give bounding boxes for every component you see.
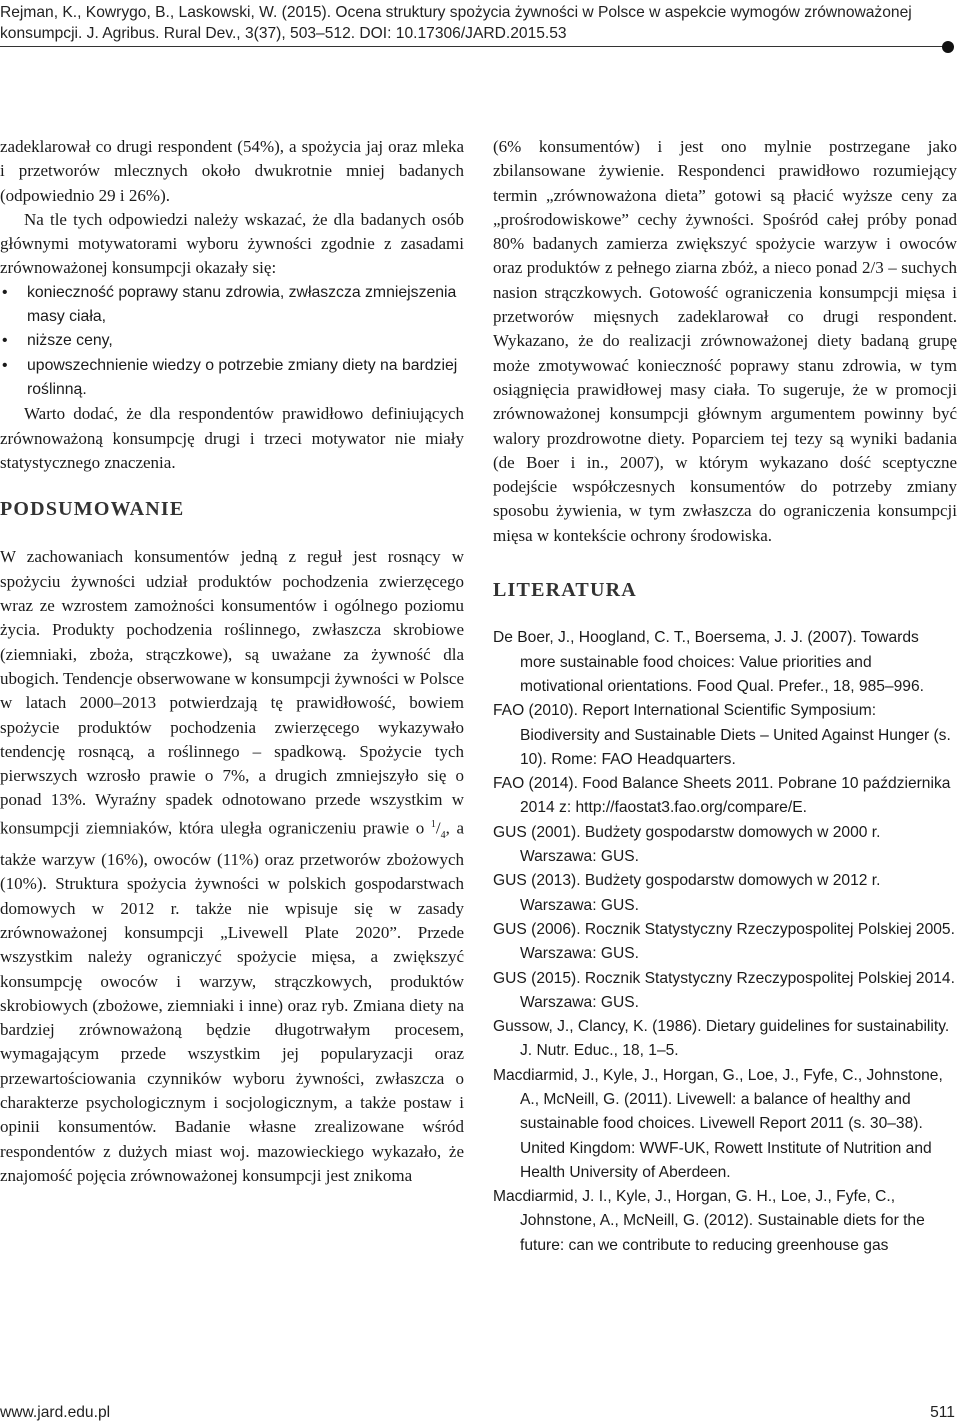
section-heading-summary: PODSUMOWANIE: [0, 498, 185, 521]
section-heading-literature: LITERATURA: [493, 579, 637, 602]
motivators-paragraph: Na tle tych odpowiedzi należy wskazać, że dla badanych osób głównymi motywatorami wyboru żywności zgodnie z zasadami zrównoważonej konsumpcji okazały się:: [0, 209, 464, 278]
reference-item: De Boer, J., Hoogland, C. T., Boersema, J. J. (2007). Towards more sustainable food choices: Value priorities and motivational orientations. Food Qual. Prefer., 18, 985–996.: [493, 629, 924, 695]
summary-paragraph: W zachowaniach konsumentów jedną z reguł jest rosnący w spożyciu żywności udział produktów pochodzenia zwierzęcego wraz ze wzrostem zamożności konsumentów i ogólnego poziomu życia. Produkty pochodzenia roślinnego, zwłaszcza skrobiowe (ziemniaki, zboża, strączkowe), są uważane za żywność dla ubogich. Tendencje obserwowane w konsumpcji żywności w Polsce w latach 2000–2013 potwierdzają tę prawidłowość, bowiem spożycie produktów pochodzenia zwierzęcego wykazywało tendencję rosnącą, a roślinnego – spadkową. Spożycie tych pierwszych wzrosło prawie o 7%, a drugich zmniejszyło się o ponad 13%. Wyraźny spadek odnotowano przede wszystkim w konsumpcji ziemniaków, która uległa ograniczeniu prawie o $^1/_4$, a także warzyw (16%), owoców (11%) oraz przetworów zbożowych (10%). Struktura spożycia żywności w polskich gospodarstwach domowych w 2012 r. także nie wpisuje się w zasady zrównoważonej konsumpcji „Livewell Plate 2020”. Przede wszystkim należy ograniczyć spożycie mięsa, a zwiększyć konsumpcję owoców i warzyw, strączkowych, produktów skrobiowych (zbożowe, ziemniaki i inne) oraz ryb. Zmiana diety na bardziej zrównoważoną będzie długotrwałym procesem, wymagającym przede wszystkim jej popularyzacji oraz przewartościowania czynników wyboru żywności, zwłaszcza o charakterze psychologicznym i socjologicznym, a także postaw i opinii konsumentów. Badanie własne zrealizowane wśród respondentów z dużych miast woj. mazowieckiego wykazało, że znajomość pojęcia zrównoważonej konsumpcji jest znikoma: [0, 547, 465, 1185]
note-paragraph: Warto dodać, że dla respondentów prawidłowo definiujących zrównoważoną konsumpcję drugi i trzeci motywator nie miały statystycznego znaczenia.: [0, 404, 464, 472]
motivators-list: [0, 281, 464, 402]
right-column: [493, 135, 957, 1258]
list-item: • upowszechnienie wiedzy o potrzebie zmiany diety na bardziej roślinną.: [0, 354, 464, 403]
continuation-paragraph: (6% konsumentów) i jest ono mylnie postrzegane jako zbilansowane żywienie. Respondenci prawidłowo rozumiejący termin „zrównoważona dieta” gotowi są płacić wyższe ceny za „prośrodowiskowe” cechy żywności. Spośród całej próby ponad 80% badanych zamierza zwiększyć spożycie warzyw i owoców oraz produktów z pełnego ziarna zbóż, a nieco ponad 2/3 – suchych nasion strączkowych. Gotowość ograniczenia konsumpcji mięsa i przetworów mięsnych zadeklarował co drugi respondent. Wykazano, że do realizacji zrównoważonej diety badaną grupę może zmotywować konieczność poprawy stanu zdrowia, w tym osiągnięcia prawidłowej masy ciała. To sugeruje, że w promocji zrównoważonej konsumpcji głównym argumentem powinny być walory prozdrowotne diety. Poparciem tej tezy są wyniki badania (de Boer i in., 2007), w którym wykazano dość sceptyczne podejście współczesnych konsumentów do potrzeby zmiany sposobu żywienia, w tym zwłaszcza do ograniczenia konsumpcji mięsa w kontekście ochrony środowiska.: [493, 137, 957, 545]
summary-text-part-1: W zachowaniach konsumentów jedną z reguł jest rosnący w spożyciu żywności udział produktów pochodzenia zwierzęcego wraz ze wzrostem zamożności konsumentów i ogólnego poziomu życia. Produkty pochodzenia roślinnego, zwłaszcza skrobiowe (ziemniaki, zboża, strączkowe), są uważane za żywność dla ubogich. Tendencje obserwowane w konsumpcji żywności w Polsce w latach 2000–2013 potwierdzają tę prawidłowość, bowiem spożycie produktów pochodzenia zwierzęcego wykazywało tendencję rosnącą, a roślinnego – spadkową. Spożycie tych pierwszych wzrosło prawie o 7%, a drugich zmniejszyło się o ponad 13%. Wyraźny spadek odnotowano przede wszystkim w konsumpcji ziemniaków, która uległa ograniczeniu prawie o: [0, 547, 465, 838]
reference-item: GUS (2013). Budżety gospodarstw domowych w 2012 r. Warszawa: GUS.: [493, 872, 881, 914]
list-item: • konieczność poprawy stanu zdrowia, zwłaszcza zmniejszenia masy ciała,: [0, 281, 464, 330]
reference-item: GUS (2001). Budżety gospodarstw domowych w 2000 r. Warszawa: GUS.: [493, 823, 881, 866]
references-list: [493, 626, 957, 1258]
list-item: • niższe ceny,: [0, 329, 464, 353]
reference-item: Macdiarmid, J., Kyle, J., Horgan, G., Loe, J., Fyfe, C., Johnstone, A., McNeill, G. (2011). Livewell: a balance of healthy and sustainable food choices. Livewell Report 2011 (s. 30–38). United Kingdom: WWF-UK, Rowett Institute of Nutrition and Health University of Aberdeen.: [493, 1066, 943, 1181]
journal-url-link[interactable]: www.jard.edu.pl: [0, 1404, 111, 1421]
reference-item: FAO (2014). Food Balance Sheets 2011. Pobrane 10 października 2014 z: http://faostat3.fao.org/compare/E.: [493, 775, 951, 817]
reference-item: GUS (2015). Rocznik Statystyczny Rzeczypospolitej Polskiej 2014. Warszawa: GUS.: [493, 969, 955, 1011]
header-rule-dot-icon: [942, 41, 954, 53]
header-rule: [0, 46, 952, 47]
header-citation-line-2: konsumpcji. J. Agribus. Rural Dev., 3(37), 503–512. DOI: 10.17306/JARD.2015.53: [0, 25, 567, 42]
reference-item: GUS (2006). Rocznik Statystyczny Rzeczypospolitej Polskiej 2005. Warszawa: GUS.: [493, 920, 955, 963]
page-number: 511: [930, 1404, 955, 1421]
intro-paragraph: zadeklarował co drugi respondent (54%), a spożycia jaj oraz mleka i przetworów mlecznych około dwukrotnie mniej badanych (odpowiednio 29 i 26%).: [0, 137, 464, 205]
reference-item: FAO (2010). Report International Scientific Symposium: Biodiversity and Sustainable Diets – United Against Hunger (s. 10). Rome: FAO Headquarters.: [493, 702, 951, 768]
left-column: [0, 135, 464, 1188]
reference-item: Macdiarmid, J. I., Kyle, J., Horgan, G. H., Loe, J., Fyfe, C., Johnstone, A., McNeill, G. (2012). Sustainable diets for the future: can we contribute to reducing greenhouse gas: [493, 1188, 925, 1254]
fraction-denominator: 4: [440, 829, 446, 841]
reference-item: Gussow, J., Clancy, K. (1986). Dietary guidelines for sustainability. J. Nutr. Educ., 18, 1–5.: [493, 1018, 950, 1060]
fraction-numerator: 1: [430, 818, 436, 830]
header-citation-line-1: Rejman, K., Kowrygo, B., Laskowski, W. (2015). Ocena struktury spożycia żywności w Polsce w aspekcie wymogów zrównoważonej: [0, 4, 912, 21]
running-header: [0, 2, 955, 44]
summary-text-part-2: , a także warzyw (16%), owoców (11%) oraz przetworów zbożowych (10%). Struktura spożycia żywności w polskich gospodarstwach domowych w 2012 r. także nie wpisuje się w zasady zrównoważonej konsumpcji „Livewell Plate 2020”. Przede wszystkim należy ograniczyć spożycie mięsa, a zwiększyć konsumpcję owoców i warzyw, strączkowych, produktów skrobiowych (zbożowe, ziemniaki i inne) oraz ryb. Zmiana diety na bardziej zrównoważoną będzie długotrwałym procesem, wymagającym przede wszystkim jej popularyzacji oraz przewartościowania czynników wyboru żywności, zwłaszcza o charakterze psychologicznym i socjologicznym, a także postaw i opinii konsumentów. Badanie własne zrealizowane wśród respondentów z dużych miast woj. mazowieckiego wykazało, że znajomość pojęcia zrównoważonej konsumpcji jest znikoma: [0, 818, 465, 1185]
